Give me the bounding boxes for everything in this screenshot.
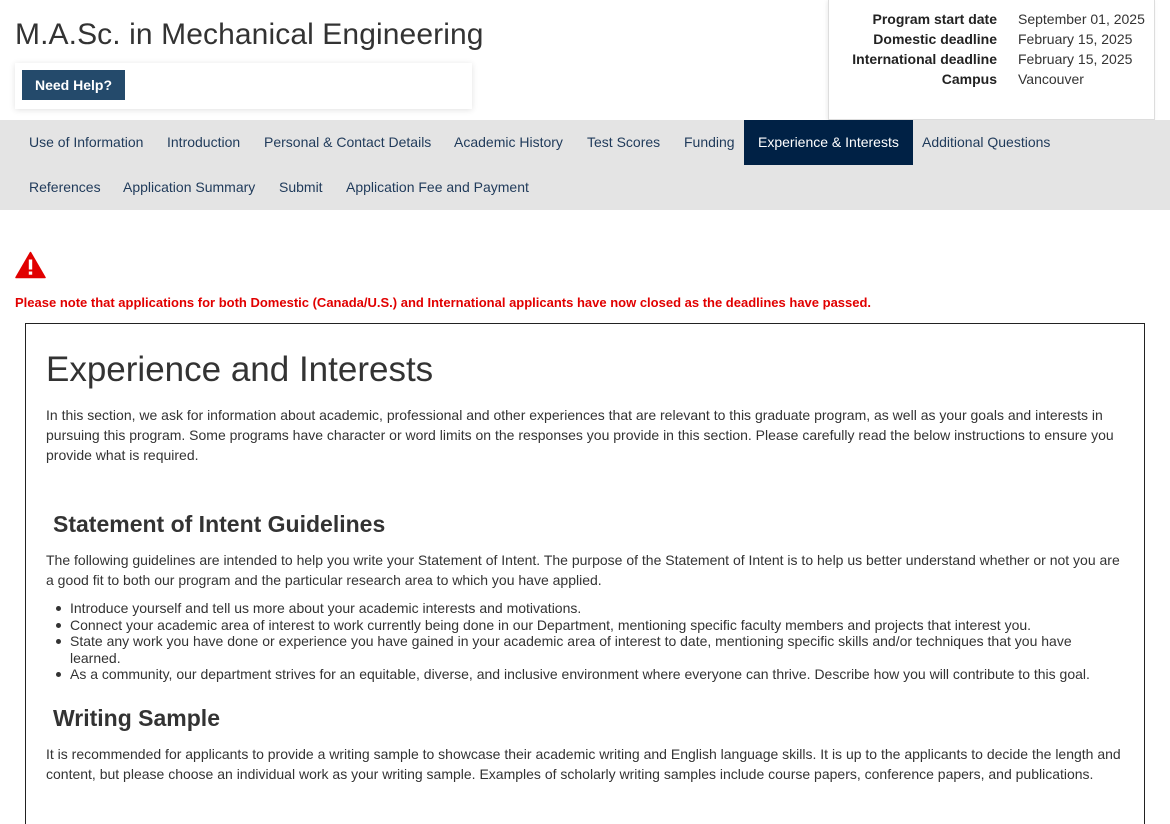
soi-title: Statement of Intent Guidelines xyxy=(53,511,386,537)
warning-triangle-icon xyxy=(15,251,46,279)
soi-intro: The following guidelines are intended to help you write your Statement of Intent. The purpose of the Statement of Intent is to help us better understand whether or not you are a good fit to both our program and the particular research area to which you have applied. xyxy=(46,552,1120,588)
info-label: Domestic deadline xyxy=(873,31,997,47)
list-item: State any work you have done or experience you have gained in your academic area of interest to date, mentioning specific skills and/or techniques that you have learned. xyxy=(70,633,1120,666)
info-value: February 15, 2025 xyxy=(1018,51,1133,67)
nav-item-use-of-information[interactable]: Use of Information xyxy=(29,134,144,150)
info-value: Vancouver xyxy=(1018,71,1084,87)
nav-item-application-summary[interactable]: Application Summary xyxy=(123,179,256,195)
nav-item-experience-interests[interactable]: Experience & Interests xyxy=(744,120,913,165)
nav-item-submit[interactable]: Submit xyxy=(279,179,323,195)
experience-interests-section xyxy=(25,323,1145,824)
section-title: Experience and Interests xyxy=(46,350,434,389)
nav-item-funding[interactable]: Funding xyxy=(684,134,735,150)
application-nav xyxy=(0,120,1170,210)
page-title: M.A.Sc. in Mechanical Engineering xyxy=(15,18,484,51)
nav-item-application-fee-payment[interactable]: Application Fee and Payment xyxy=(346,179,529,195)
list-item: Introduce yourself and tell us more about your academic interests and motivations. xyxy=(70,600,1120,617)
help-panel xyxy=(15,63,472,109)
nav-item-test-scores[interactable]: Test Scores xyxy=(587,134,661,150)
info-label: Program start date xyxy=(872,11,997,27)
info-row-campus xyxy=(829,71,1154,91)
nav-item-personal-contact-details[interactable]: Personal & Contact Details xyxy=(264,134,432,150)
nav-item-introduction[interactable]: Introduction xyxy=(167,134,241,150)
section-intro: In this section, we ask for information about academic, professional and other experiences that are relevant to this graduate program, as well as your goals and interests in pursuing this program. Some programs have character or word limits on the responses you provide in this section. Please carefully read the below instructions to ensure you provide what is required. xyxy=(46,407,1114,463)
info-value: February 15, 2025 xyxy=(1018,31,1133,47)
nav-item-academic-history[interactable]: Academic History xyxy=(454,134,563,150)
info-value: September 01, 2025 xyxy=(1018,11,1145,27)
info-row-international-deadline xyxy=(829,51,1154,71)
writing-sample-text: It is recommended for applicants to provide a writing sample to showcase their academic writing and English language skills. It is up to the applicants to decide the length and content, but please choose an individual work as your writing sample. Examples of scholarly writing samples include course papers, conference papers, and publications. xyxy=(46,746,1121,782)
need-help-button[interactable]: Need Help? xyxy=(22,70,125,100)
list-item: Connect your academic area of interest to work currently being done in our Department, mentioning specific faculty members and projects that interest you. xyxy=(70,617,1120,634)
soi-guidelines-list xyxy=(70,600,1120,683)
info-label: International deadline xyxy=(852,51,997,67)
deadline-closed-alert: Please note that applications for both Domestic (Canada/U.S.) and International applicants have now closed as the deadlines have passed. xyxy=(15,295,872,310)
info-row-domestic-deadline xyxy=(829,31,1154,51)
info-row-start-date xyxy=(829,11,1154,31)
info-label: Campus xyxy=(941,71,997,87)
writing-sample-title: Writing Sample xyxy=(53,705,220,731)
nav-item-references[interactable]: References xyxy=(29,179,101,195)
program-info-panel xyxy=(828,0,1155,120)
list-item: As a community, our department strives for an equitable, diverse, and inclusive environment where everyone can thrive. Describe how you will contribute to this goal. xyxy=(70,666,1120,683)
nav-item-additional-questions[interactable]: Additional Questions xyxy=(922,134,1051,150)
